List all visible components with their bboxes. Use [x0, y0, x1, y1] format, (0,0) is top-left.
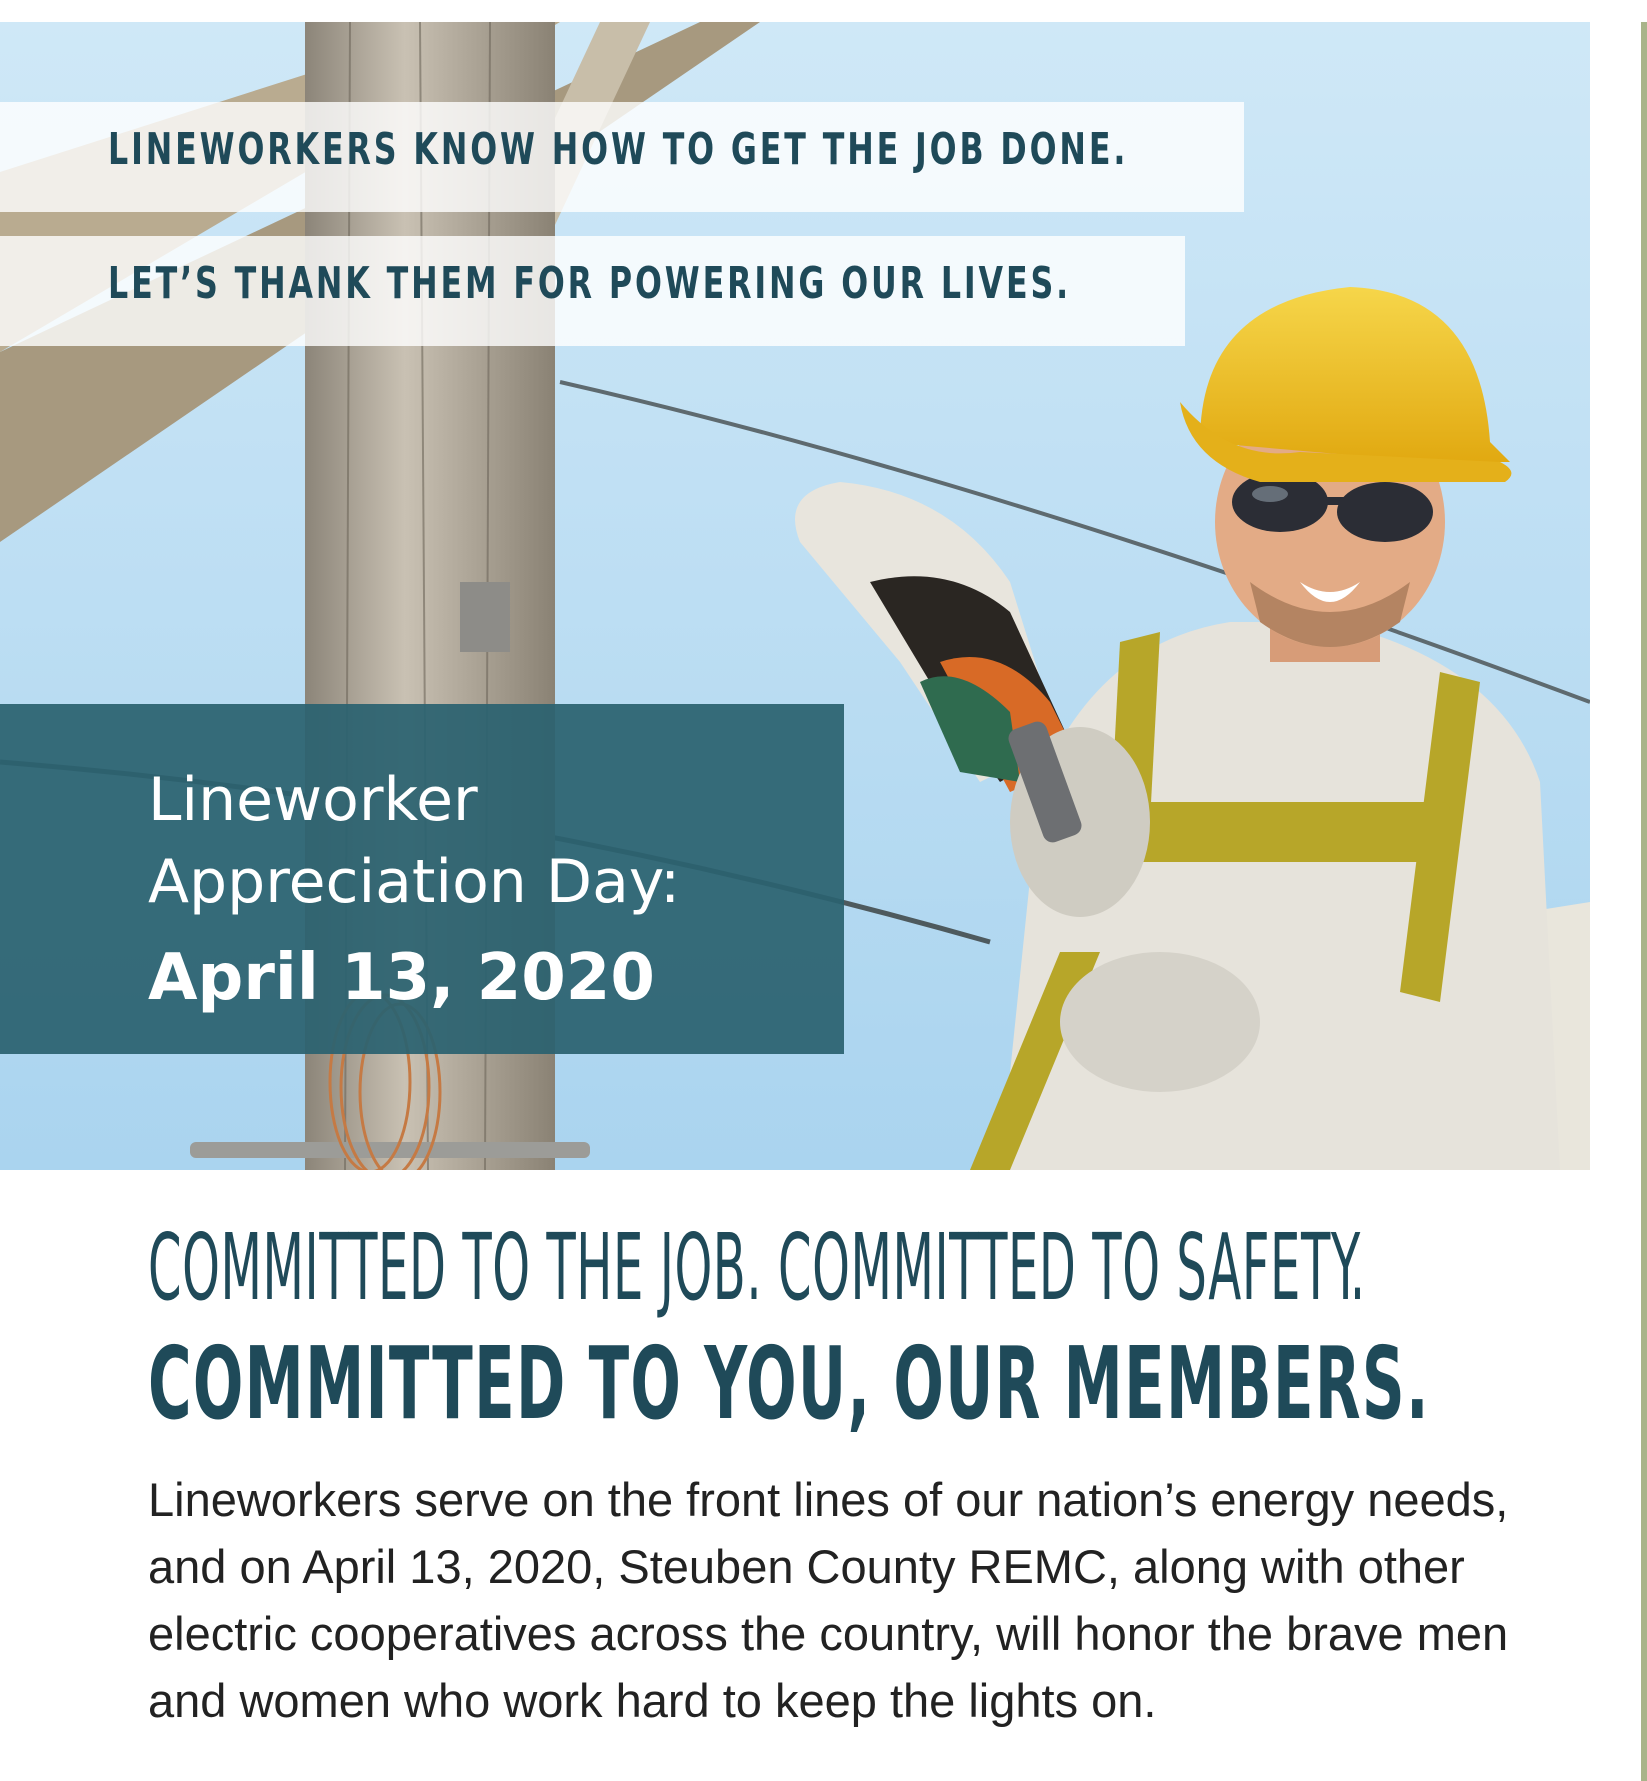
appreciation-day-box	[0, 704, 844, 1054]
headline-committed-members: COMMITTED TO YOU, OUR MEMBERS.	[148, 1325, 1430, 1442]
headline-committed-job-safety: COMMITTED TO THE JOB. COMMITTED TO SAFETY.	[148, 1214, 1366, 1321]
banner-line-1-text: LINEWORKERS KNOW HOW TO GET THE JOB DONE.	[108, 124, 1129, 175]
banner-thank-them	[0, 236, 1185, 346]
hero-photo	[0, 22, 1590, 1170]
event-title-line-1: Lineworker	[148, 765, 478, 835]
event-date: April 13, 2020	[148, 941, 655, 1015]
banner-line-2-text: LET’S THANK THEM FOR POWERING OUR LIVES.	[108, 258, 1072, 309]
event-title-line-2: Appreciation Day:	[148, 847, 681, 917]
pole-bolt	[190, 1142, 590, 1158]
pole-bracket	[460, 582, 510, 652]
glove-hand-lower	[1060, 952, 1260, 1092]
right-edge-rule	[1641, 22, 1647, 1781]
body-paragraph: Lineworkers serve on the front lines of our nation’s energy needs, and on April 13, 2020, Steuben County REMC, along with other electric cooperatives across the country, will honor the brave men and women who work hard to keep the lights on.	[148, 1473, 1509, 1727]
banner-get-job-done	[0, 102, 1244, 212]
